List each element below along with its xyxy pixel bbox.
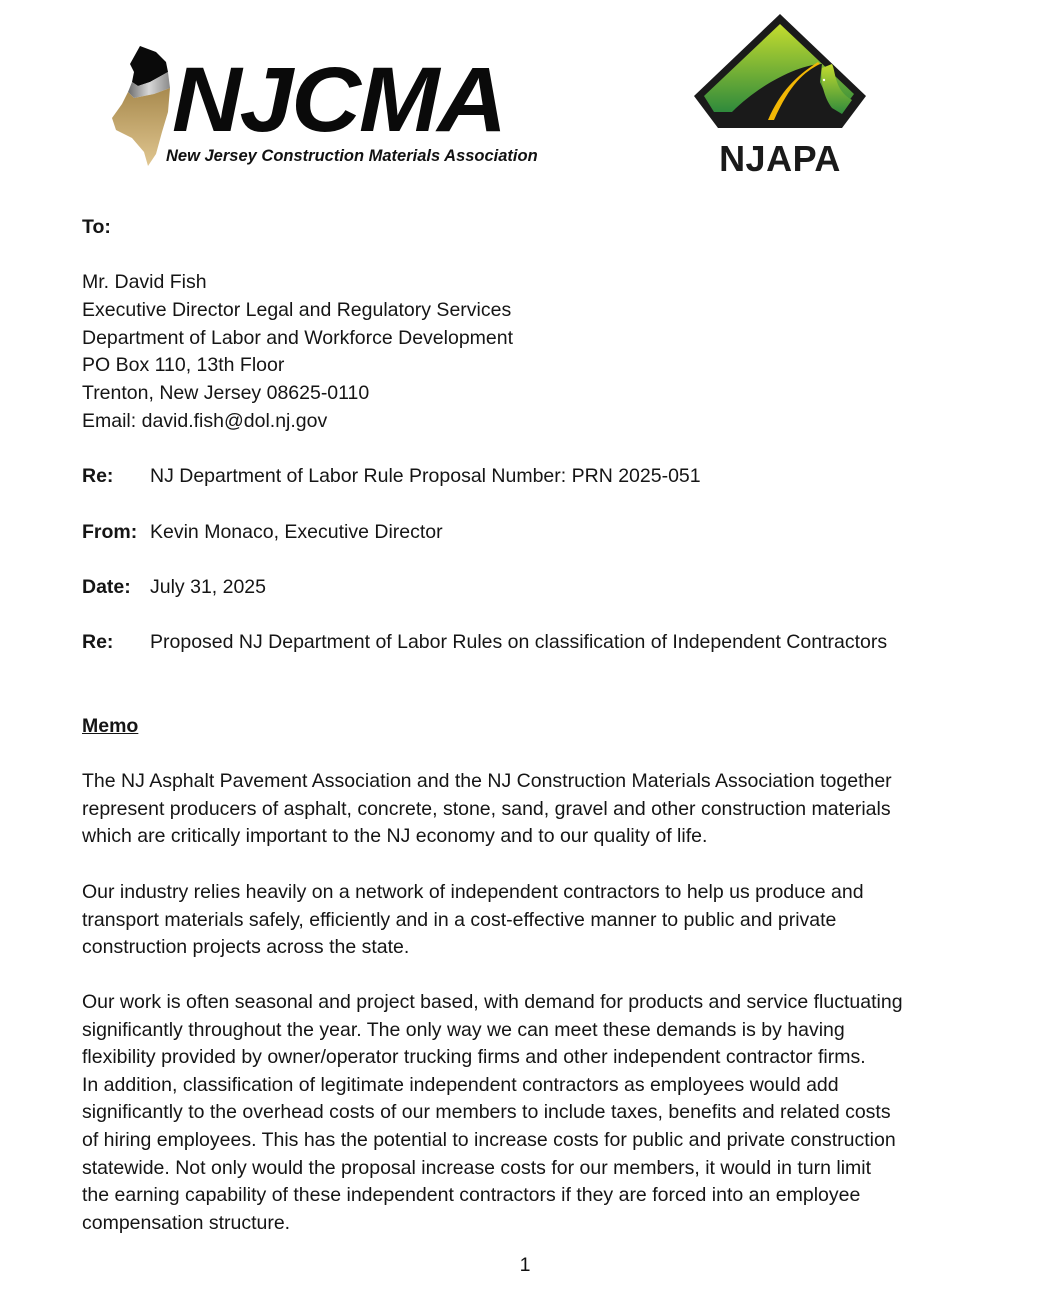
paragraph-line: Our work is often seasonal and project based, with demand for products and service fluctuating <box>82 991 903 1013</box>
paragraph-line: Our industry relies heavily on a network of independent contractors to help us produce and <box>82 881 864 903</box>
re-field-1 <box>82 463 701 491</box>
recipient-city: Trenton, New Jersey 08625-0110 <box>82 382 370 404</box>
paragraph-line: compensation structure. <box>82 1211 291 1234</box>
paragraph-line: construction projects across the state. <box>82 936 410 959</box>
page-number: 1 <box>519 1254 531 1276</box>
re-label: Re: <box>82 465 114 487</box>
recipient-name: Mr. David Fish <box>82 271 207 293</box>
recipient-po-box: PO Box 110, 13th Floor <box>82 354 285 376</box>
from-label: From: <box>82 521 138 543</box>
from-field <box>82 519 443 547</box>
paragraph-line: The NJ Asphalt Pavement Association and the NJ Construction Materials Association together <box>82 770 892 792</box>
recipient-title: Executive Director Legal and Regulatory Services <box>82 299 512 321</box>
recipient-email: Email: david.fish@dol.nj.gov <box>82 410 328 432</box>
memo-paragraph-3 <box>82 989 982 1237</box>
njapa-acronym: NJAPA <box>719 138 841 179</box>
njapa-logo <box>692 12 868 178</box>
paragraph-line: flexibility provided by owner/operator trucking firms and other independent contractor firms. <box>82 1046 866 1069</box>
paragraph-line: transport materials safely, efficiently and in a cost-effective manner to public and private <box>82 908 837 931</box>
re-value: NJ Department of Labor Rule Proposal Number: PRN 2025-051 <box>150 465 701 487</box>
paragraph-line: significantly to the overhead costs of our members to include taxes, benefits and related costs <box>82 1101 891 1124</box>
paragraph-line: significantly throughout the year. The only way we can meet these demands is by having <box>82 1018 845 1041</box>
paragraph-line: statewide. Not only would the proposal increase costs for our members, it would in turn limit <box>82 1156 872 1179</box>
paragraph-line: the earning capability of these independent contractors if they are forced into an employee <box>82 1184 861 1207</box>
date-value: July 31, 2025 <box>150 576 267 598</box>
re-field-2 <box>82 629 887 657</box>
njcma-full-name: New Jersey Construction Materials Association <box>166 147 538 165</box>
re-value: Proposed NJ Department of Labor Rules on classification of Independent Contractors <box>150 631 888 653</box>
recipient-department: Department of Labor and Workforce Development <box>82 327 514 349</box>
paragraph-line: which are critically important to the NJ economy and to our quality of life. <box>82 825 708 848</box>
re-label: Re: <box>82 631 114 653</box>
paragraph-line: represent producers of asphalt, concrete, stone, sand, gravel and other construction materials <box>82 797 891 820</box>
from-value: Kevin Monaco, Executive Director <box>150 521 443 543</box>
date-label: Date: <box>82 576 131 598</box>
road-diamond-icon <box>692 12 868 132</box>
to-label: To: <box>82 216 111 238</box>
paragraph-line: In addition, classification of legitimate independent contractors as employees would add <box>82 1073 839 1096</box>
memo-title: Memo <box>82 715 139 737</box>
njcma-acronym: NJCMA <box>172 49 505 151</box>
memo-paragraph-1 <box>82 768 982 851</box>
memo-paragraph-2 <box>82 879 982 962</box>
date-field <box>82 574 266 602</box>
njcma-logo <box>110 40 560 180</box>
paragraph-line: of hiring employees. This has the potential to increase costs for public and private construction <box>82 1128 896 1151</box>
